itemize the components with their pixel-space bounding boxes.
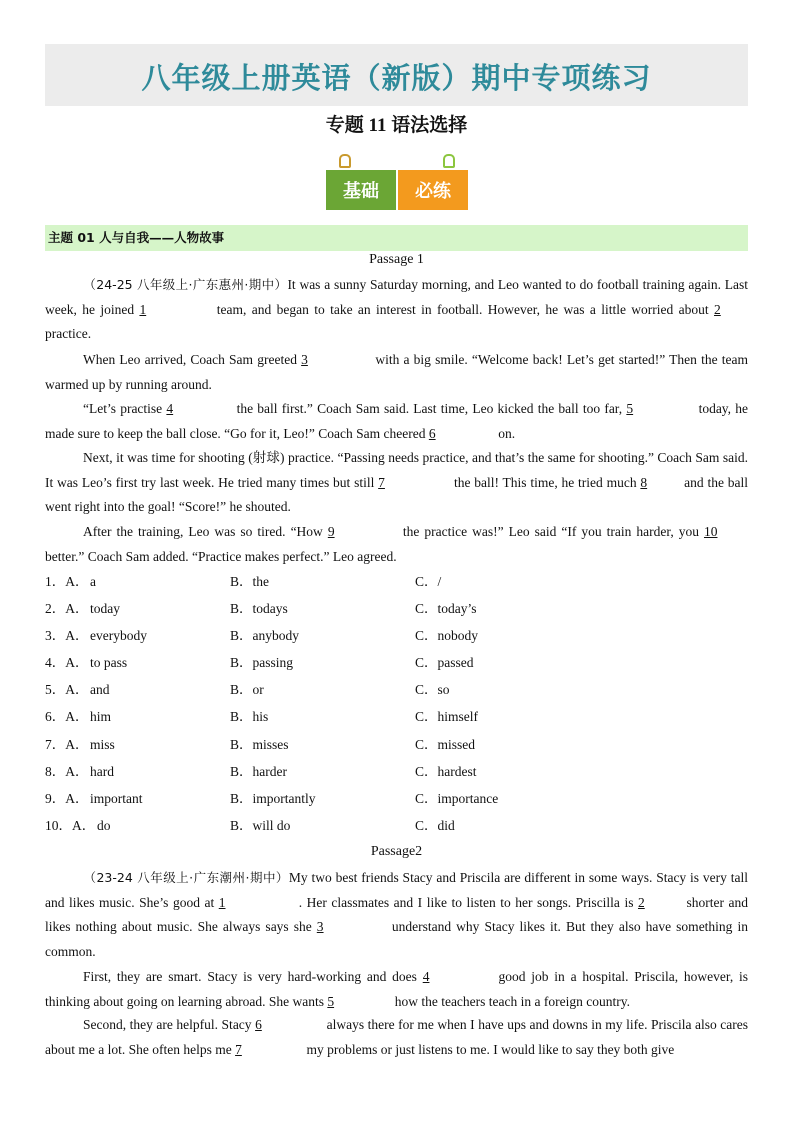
option-c: C．hardest [415, 764, 477, 779]
page-subtitle: 专题 11 语法选择 [325, 115, 468, 136]
source-note: （23-24 八年级上·广东潮州·期中） [83, 870, 289, 885]
option-a: everybody [90, 628, 147, 643]
header-banner [45, 44, 748, 106]
blank: 1 [139, 301, 147, 317]
option-a: hard [90, 764, 114, 779]
option-c: C．so [415, 682, 450, 697]
passage-paragraph: When Leo arrived, Coach Sam greeted 3 with a big smile. “Welcome back! Let’s get started!” Then the team warmed up by running around. [45, 348, 748, 397]
blank: 3 [301, 352, 308, 367]
blank: 2 [714, 301, 721, 317]
blank: 7 [235, 1041, 242, 1057]
option-b: B．harder [230, 764, 287, 779]
passage-paragraph: First, they are smart. Stacy is very hard-working and does 4 good job in a hospital. Priscila, however, is thinking about going on learning abroad. She wants 5 how the teachers teach in a foreign country. [45, 965, 748, 1014]
option-a: a [90, 574, 96, 589]
blank: 5 [626, 401, 634, 416]
option-a: today [90, 601, 120, 616]
blank: 1 [218, 894, 226, 910]
option-c: C．did [415, 818, 455, 833]
passage-title: Passage2 [370, 844, 423, 859]
option-b: B．or [230, 682, 264, 697]
blank: 7 [378, 474, 385, 490]
blank: 4 [422, 969, 430, 984]
section-badge [326, 154, 468, 210]
option-c: C．himself [415, 709, 478, 724]
option-c: C．missed [415, 737, 476, 752]
source-note: （24-25 八年级上·广东惠州·期中） [83, 277, 288, 292]
banner-title: 八年级上册英语（新版）期中专项练习 [141, 61, 652, 95]
passage-paragraph: （23-24 八年级上·广东潮州·期中）My two best friends Stacy and Priscila are different in some ways. Stacy is very tall and likes music. She’s good at 1 . Her classmates and I like to listen to her songs. Priscilla is 2 shorter and likes nothing about music. She always says she 3 understand why Stacy likes it. But they also have something in common. [45, 870, 749, 959]
option-a: him [90, 709, 112, 724]
option-c: C．passed [415, 655, 474, 670]
passage-title: Passage 1 [369, 252, 424, 267]
passage-paragraph: After the training, Leo was so tired. “How 9 the practice was!” Leo said “If you train harder, you 10 better.” Coach Sam added. “Practice makes perfect.” Leo agreed. [45, 520, 748, 569]
blank: 8 [640, 474, 648, 490]
passage-paragraph: （24-25 八年级上·广东惠州·期中）It was a sunny Saturday morning, and Leo wanted to do football training again. Last week, he joined 1 team, and began to take an interest in football. However, he was a little worried about 2 practice. [45, 277, 748, 341]
passage-paragraph: Next, it was time for shooting (射球) practice. “Passing needs practice, and that’s the same for shooting.” Coach Sam said. It was Leo’s first try last week. He tried many times but still 7 the ball! This time, he tried much 8 and the ball went right into the goal! “Score!” he shouted. [45, 450, 748, 514]
option-a: do [97, 818, 111, 833]
blank: 10 [703, 524, 718, 539]
badge-left-label: 基础 [326, 170, 396, 210]
option-c: C．today’s [415, 601, 477, 616]
option-a: and [90, 682, 110, 697]
option-c: C．nobody [415, 628, 479, 643]
blank: 5 [327, 993, 335, 1009]
option-b: B．misses [230, 737, 289, 752]
option-b: B．todays [230, 601, 288, 616]
option-b: B．passing [230, 655, 294, 670]
blank: 3 [316, 919, 324, 934]
blank: 6 [428, 425, 436, 441]
blank: 4 [166, 401, 174, 416]
badge-right-label: 必练 [398, 170, 468, 210]
option-b: B．his [230, 709, 269, 724]
option-b: B．the [230, 574, 269, 589]
option-a: to pass [90, 655, 128, 670]
blank: 9 [327, 524, 335, 539]
option-b: B．anybody [230, 628, 299, 643]
option-b: B．importantly [230, 791, 316, 806]
passage-paragraph: Second, they are helpful. Stacy 6 always there for me when I have ups and downs in my life. Priscila also cares about me a lot. She often helps me 7 my problems or just listens to me. I would like to say they both give [45, 1013, 748, 1062]
option-b: B．will do [230, 818, 291, 833]
blank: 6 [255, 1017, 262, 1032]
blank: 2 [637, 894, 645, 910]
option-c: C．/ [415, 574, 442, 589]
option-c: C．importance [415, 791, 499, 806]
topic-heading: 主题 01 人与自我——人物故事 [45, 225, 748, 251]
passage-paragraph: “Let’s practise 4 the ball first.” Coach Sam said. Last time, Leo kicked the ball too far, 5 today, he made sure to keep the ball close. “Go for it, Leo!” Coach Sam cheered 6 on. [45, 397, 748, 446]
option-a: miss [90, 737, 115, 752]
option-a: important [90, 791, 143, 806]
